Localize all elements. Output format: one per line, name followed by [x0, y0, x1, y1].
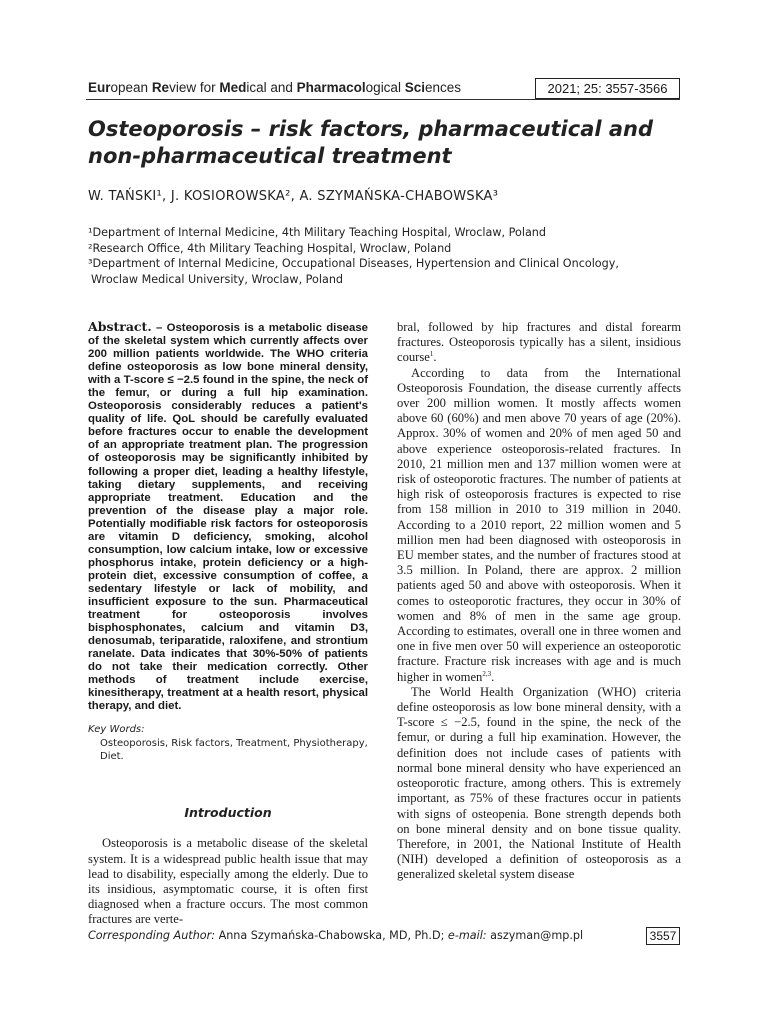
paragraph-continued: bral, followed by hip fractures and distal forearm fractures. Osteoporosis typically has a silent, insidious course$^1$. — [397, 320, 681, 365]
affiliation-2: ²Research Office, 4th Military Teaching Hospital, Wroclaw, Poland — [88, 241, 452, 255]
page-number: 3557 — [646, 927, 680, 945]
journal-name-part: Re — [151, 80, 170, 95]
affiliation-1: ¹Department of Internal Medicine, 4th Military Teaching Hospital, Wroclaw, Poland — [88, 226, 546, 239]
abstract — [88, 320, 368, 713]
paragraph-who-criteria: The World Health Organization (WHO) criteria define osteoporosis as low bone mineral density, with a T-score ≤ −2.5, found in the spine, the neck of the femur, or during a full hip examination. However, the definition does not include cases of patients with normal bone mineral density who have experienced an osteoporotic fracture, among others. This is extremely important, as 75% of these fractures occur in patients with signs of osteopenia. Bone strength depends both on bone mineral density and on bone tissue quality. Therefore, in 2001, the National Institute of Health (NIH) developed a definition of osteoporosis as a generalized skeletal system disease — [397, 684, 681, 882]
journal-name-part: ences — [424, 80, 461, 95]
corresponding-author-label: Corresponding Author: — [88, 929, 215, 942]
article-title: Osteoporosis – risk factors, pharmaceutical and non-pharmaceutical treatment — [88, 117, 654, 168]
affiliation-3: ³Department of Internal Medicine, Occupational Diseases, Hypertension and Clinical Oncology, — [88, 257, 619, 271]
journal-name-part: view for — [169, 80, 220, 95]
abstract-label: Abstract. — [88, 319, 152, 334]
header-rule — [86, 99, 680, 100]
journal-name-part: Sci — [404, 80, 425, 95]
citation-ref: 1 — [429, 350, 434, 359]
citation-box: 2021; 25: 3557-3566 — [535, 78, 680, 99]
right-column — [397, 320, 681, 883]
journal-name — [88, 80, 461, 95]
journal-name-part: Eur — [88, 80, 111, 95]
paragraph-text: bral, followed by hip fractures and distal forearm fractures. Osteoporosis typically has a silent, insidious course — [397, 320, 681, 365]
affiliation-3-continued: Wroclaw Medical University, Wroclaw, Poland — [91, 272, 344, 286]
paragraph-text: According to data from the International Osteoporosis Foundation, the disease currently affects over 200 million women. It mostly affects women above 60 (60%) and men above 70 years of age (20%). Approx. 30% of women and 20% of men aged 50 and above experience osteoporosis-related fractures. In 2010, 21 million men and 137 million women were at risk of osteoporotic fractures. The number of patients at high risk of osteoporosis fractures is expected to rise from 158 million in 2010 to 319 million in 2040. According to a 2010 report, 22 million women and 5 million men had been diagnosed with osteoporosis in EU member states, and the number of fractures stood at 3.5 million. In Poland, there are approx. 2 million patients aged 50 and above with osteoporosis. When it comes to osteoporotic fractures, they occur in 30% of women and 8% of men in the same age group. According to estimates, overall one in three women and one in five men over 50 will experience an osteoporotic fracture. Fracture risk increases with age and is much higher in women — [397, 365, 681, 684]
journal-name-part: ogical — [365, 80, 405, 95]
corresponding-author — [88, 929, 583, 942]
abstract-text: – Osteoporosis is a metabolic disease of the skeletal system which currently affects over 200 million patients worldwide. The WHO criteria define osteoporosis as low bone mineral density, with a T-score ≤ −2.5 found in the spine, the neck of the femur, or during a full hip examination. Osteoporosis considerably reduces a patient's quality of life. QoL should be carefully evaluated before fractures occur to enable the development of an appropriate treatment plan. The progression of osteoporosis may be significantly inhibited by following a proper diet, leading a healthy lifestyle, taking dietary supplements, and receiving appropriate treatment. Education and the prevention of the disease play a major role. Potentially modifiable risk factors for osteoporosis are vitamin D deficiency, smoking, alcohol consumption, low calcium intake, low or excessive phosphorus intake, protein deficiency or a high-protein diet, excessive consumption of coffee, a sedentary lifestyle or lack of mobility, and insufficient exposure to the sun. Pharmaceutical treatment for osteoporosis involves bisphosphonates, calcium and vitamin D3, denosumab, teriparatide, raloxifene, and strontium ranelate. Data indicates that 30%-50% of patients do not take their medication correctly. Other methods of treatment include exercise, kinesitherapy, treatment at a health resort, physical therapy, and diet. — [88, 322, 368, 713]
introduction-heading: Introduction — [184, 805, 272, 821]
paragraph-iof-data: According to data from the International Osteoporosis Foundation, the disease currently affects over 200 million women. It mostly affects women above 60 (60%) and men above 70 years of age (20%). Approx. 30% of women and 20% of men aged 50 and above experience osteoporosis-related fractures. In 2010, 21 million men and 137 million women were at risk of osteoporotic fractures. The number of patients at high risk of osteoporosis fractures is expected to rise from 158 million in 2010 to 319 million in 2040. According to a 2010 report, 22 million women and 5 million men had been diagnosed with osteoporosis in EU member states, and the number of fractures stood at 3.5 million. In Poland, there are approx. 2 million patients aged 50 and above with osteoporosis. When it comes to osteoporotic fractures, they occur in 30% of women and 8% of men in the same age group. According to estimates, overall one in three women and one in five men over 50 will experience an osteoporotic fracture. Fracture risk increases with age and is much higher in women$^{2,3}$. — [397, 365, 681, 684]
journal-name-part: ical and — [246, 80, 297, 95]
email-address[interactable]: aszyman@mp.pl — [490, 929, 584, 942]
citation-ref: 2,3 — [482, 669, 492, 678]
affiliations — [88, 225, 688, 287]
left-column — [88, 320, 368, 928]
corresponding-author-name: Anna Szymańska-Chabowska, MD, Ph.D; — [218, 929, 445, 942]
author-list: W. TAŃSKI¹, J. KOSIOROWSKA², A. SZYMAŃSKA-CHABOWSKA³ — [88, 189, 499, 204]
introduction-paragraph: Osteoporosis is a metabolic disease of the skeletal system. It is a widespread public health issue that may lead to disability, especially among the elderly. Due to its insidious, asymptomatic course, it is often first diagnosed when a fracture occurs. The most common fractures are verte- — [88, 836, 368, 927]
journal-name-part: Med — [219, 80, 247, 95]
email-label: e-mail: — [447, 929, 487, 942]
journal-name-part: Pharmacol — [296, 80, 366, 95]
keywords-label: Key Words: — [88, 724, 145, 736]
journal-name-part: opean — [110, 80, 152, 95]
keywords-text: Osteoporosis, Risk factors, Treatment, Physiotherapy, Diet. — [100, 738, 368, 763]
